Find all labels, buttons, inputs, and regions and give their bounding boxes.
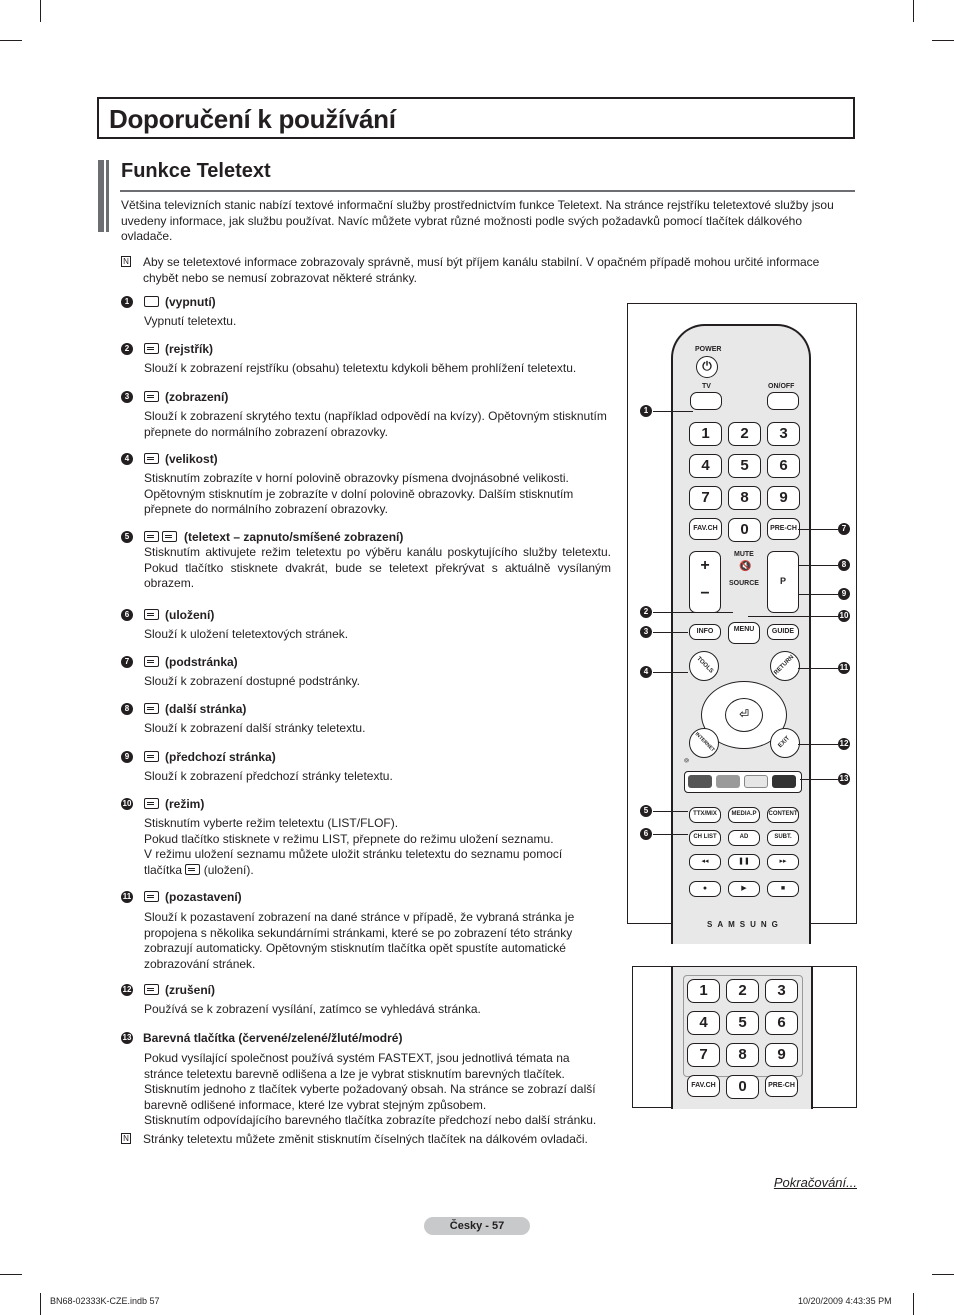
note-stable-reception: N Aby se teletextové informace zobrazovaly správně, musí být příjem kanálu stabilní. V opačném případě mohou určité informace chybět nebo se nemusí zobrazovat některé stránky. xyxy=(121,255,851,286)
section-title: Funkce Teletext xyxy=(121,160,271,182)
section-rule xyxy=(120,190,855,192)
teletext-off-icon xyxy=(144,296,159,307)
teletext-store-icon xyxy=(144,609,159,620)
page-title-box xyxy=(97,97,855,139)
crop-mark xyxy=(913,1293,914,1315)
green-key xyxy=(716,775,740,788)
rewind-icon: ◂◂ xyxy=(689,854,721,870)
item-teletext-on-mix: 5 (teletext – zapnuto/smíšené zobrazení) Stisknutím aktivujete režim teletextu po výběru kanálu poskytujícího služby teletextu. Pokud tlačítko stisknete dvakrát, bude se teletext překrývat s aktuálně vysílaným obrazem. xyxy=(121,529,611,592)
continued-link: Pokračování... xyxy=(773,1175,857,1190)
item-off: 1 (vypnutí) Vypnutí teletextu. xyxy=(121,294,611,330)
color-keys-group xyxy=(684,771,802,793)
yellow-key xyxy=(744,775,768,788)
stop-icon: ■ xyxy=(767,881,799,897)
page-title: Doporučení k používání xyxy=(109,104,396,134)
item-reveal: 3 (zobrazení) Slouží k zobrazení skrytého textu (například odpovědí na kvízy). Opětovným stisknutím přepnete do normálního zobrazení obrazovky. xyxy=(121,389,611,440)
teletext-mode-icon xyxy=(144,798,159,809)
crop-mark xyxy=(0,40,22,41)
callout-8: 8 xyxy=(838,559,850,571)
item-subpage: 7 (podstránka) Slouží k zobrazení dostupné podstránky. xyxy=(121,654,611,690)
teletext-hold-icon xyxy=(144,891,159,902)
crop-mark xyxy=(932,40,954,41)
pause-icon: ❚❚ xyxy=(728,854,760,870)
light-button xyxy=(767,392,799,410)
record-icon: ● xyxy=(689,881,721,897)
tv-button xyxy=(690,392,722,410)
callout-12: 12 xyxy=(839,739,849,748)
footer-file: BN68-02333K-CZE.indb 57 xyxy=(50,1296,160,1306)
item-hold: 11 (pozastavení) Slouží k pozastavení zobrazení na dané stránce v případě, že vybraná stránka je propojena s několika sekundárními stránkami, které se po zobrazení této stránky zobrazují automaticky. Opětovným stisknutím tlačítka opět spustíte automatické zobrazování stránek. xyxy=(122,890,575,971)
note-number-keys: N Stránky teletextu můžete změnit stisknutím číselných tlačítek na dálkovém ovladači. xyxy=(121,1132,621,1148)
page-number: Česky - 57 xyxy=(424,1217,530,1235)
item-color-keys: 13 Barevná tlačítka (červené/zelené/žluté/modré) Pokud vysílající společnost používá systém FASTEXT, jsou jednotlivá témata na stránce teletextu barevně odlišena a lze je vybrat stisknutím barevných tlačítek. Stisknutím jednoho z tlačítek vyberte požadovaný obsah. Na stránce se zobrazí další barevně odlišené informace, které lze vybrat stejným způsobem. Stisknutím odpovídajícího barevného tlačítka zobrazíte předchozí nebo další stránku. xyxy=(122,1031,597,1127)
item-previous-page: 9 (předchozí stránka) Slouží k zobrazení předchozí stránky teletextu. xyxy=(121,749,611,785)
teletext-cancel-icon xyxy=(144,984,159,995)
teletext-next-page-icon xyxy=(144,703,159,714)
intro-paragraph: Většina televizních stanic nabízí textové informační služby prostřednictvím funkce Teletext. Na stránce rejstříku teletextové služby jsou uvedeny informace, jak službu používat. Navíc můžete vybrat různé možnosti podle svých požadavků pomocí tlačítek dálkového ovladače. xyxy=(121,198,834,243)
callout-10: 10 xyxy=(839,611,849,620)
item-store: 6 (uložení) Slouží k uložení teletextových stránek. xyxy=(121,607,611,643)
teletext-previous-page-icon xyxy=(144,751,159,762)
power-icon: ⏻ xyxy=(696,356,718,378)
teletext-store-icon xyxy=(185,864,200,875)
callout-13: 13 xyxy=(839,774,849,783)
callout-11: 11 xyxy=(839,663,849,672)
callout-6: 6 xyxy=(640,828,652,840)
number-pad-illustration: 1 2 3 4 5 6 7 8 9 FAV.CH 0 PRE-CH xyxy=(632,966,857,1108)
teletext-reveal-icon xyxy=(144,391,159,402)
remote-illustration xyxy=(627,303,857,929)
callout-3: 3 xyxy=(640,626,652,638)
item-index: 2 (rejstřík) Slouží k zobrazení rejstříku (obsahu) teletextu kdykoli během prohlížení teletextu. xyxy=(121,341,611,377)
teletext-on-icon xyxy=(144,531,159,542)
callout-5: 5 xyxy=(640,805,652,817)
teletext-size-icon xyxy=(144,453,159,464)
callout-1: 1 xyxy=(640,405,652,417)
crop-mark xyxy=(0,1274,22,1275)
remote-body: POWER ⏻ TV ON/OFF 1 2 3 4 5 6 7 8 9 FAV.CH 0 PRE-CH + − MUTE 🔇 SOURCE P INFO MENU GUIDE TOOLS RETURN ⏎ INTERNET @ EXIT TTX/MIX MEDIA.P CONTENT CH LIST AD SUBT. ◂◂ ❚❚ ▸▸ ● ▶ ■ SAMSUNG xyxy=(671,324,811,944)
crop-mark xyxy=(40,0,41,22)
crop-mark xyxy=(932,1274,954,1275)
teletext-subpage-icon xyxy=(144,656,159,667)
fast-forward-icon: ▸▸ xyxy=(767,854,799,870)
callout-2: 2 xyxy=(640,606,652,618)
crop-mark xyxy=(40,1293,41,1315)
note-icon: N xyxy=(121,1133,131,1144)
item-next-page: 8 (další stránka) Slouží k zobrazení další stránky teletextu. xyxy=(121,701,611,737)
callout-4: 4 xyxy=(640,666,652,678)
item-mode: 10 (režim) Stisknutím vyberte režim teletextu (LIST/FLOF). Pokud tlačítko stisknete v režimu LIST, přepnete do režimu uložení seznamu. V režimu uložení seznamu můžete uložit stránku teletextu do seznamu pomocí tlačítka (uložení). xyxy=(122,797,563,877)
callout-7: 7 xyxy=(838,523,850,535)
red-key xyxy=(688,775,712,788)
item-size: 4 (velikost) Stisknutím zobrazíte v horní polovině obrazovky písmena dvojnásobné velikosti. Opětovným stisknutím je zobrazíte v dolní polovině obrazovky. Dalším stisknutím přepnete do normálního zobrazení obrazovky. xyxy=(121,451,611,518)
item-cancel: 12 (zrušení) Používá se k zobrazení vysílání, zatímco se vyhledává stránka. xyxy=(122,983,481,1016)
note-icon: N xyxy=(121,256,131,267)
mute-icon: 🔇 xyxy=(739,561,752,572)
teletext-index-icon xyxy=(144,343,159,354)
enter-icon: ⏎ xyxy=(725,698,763,732)
blue-key xyxy=(772,775,796,788)
crop-mark xyxy=(913,0,914,22)
volume-rocker: + − xyxy=(689,551,721,613)
play-icon: ▶ xyxy=(728,881,760,897)
callout-9: 9 xyxy=(838,588,850,600)
teletext-mix-icon xyxy=(162,531,177,542)
footer-timestamp: 10/20/2009 4:43:35 PM xyxy=(798,1296,892,1306)
